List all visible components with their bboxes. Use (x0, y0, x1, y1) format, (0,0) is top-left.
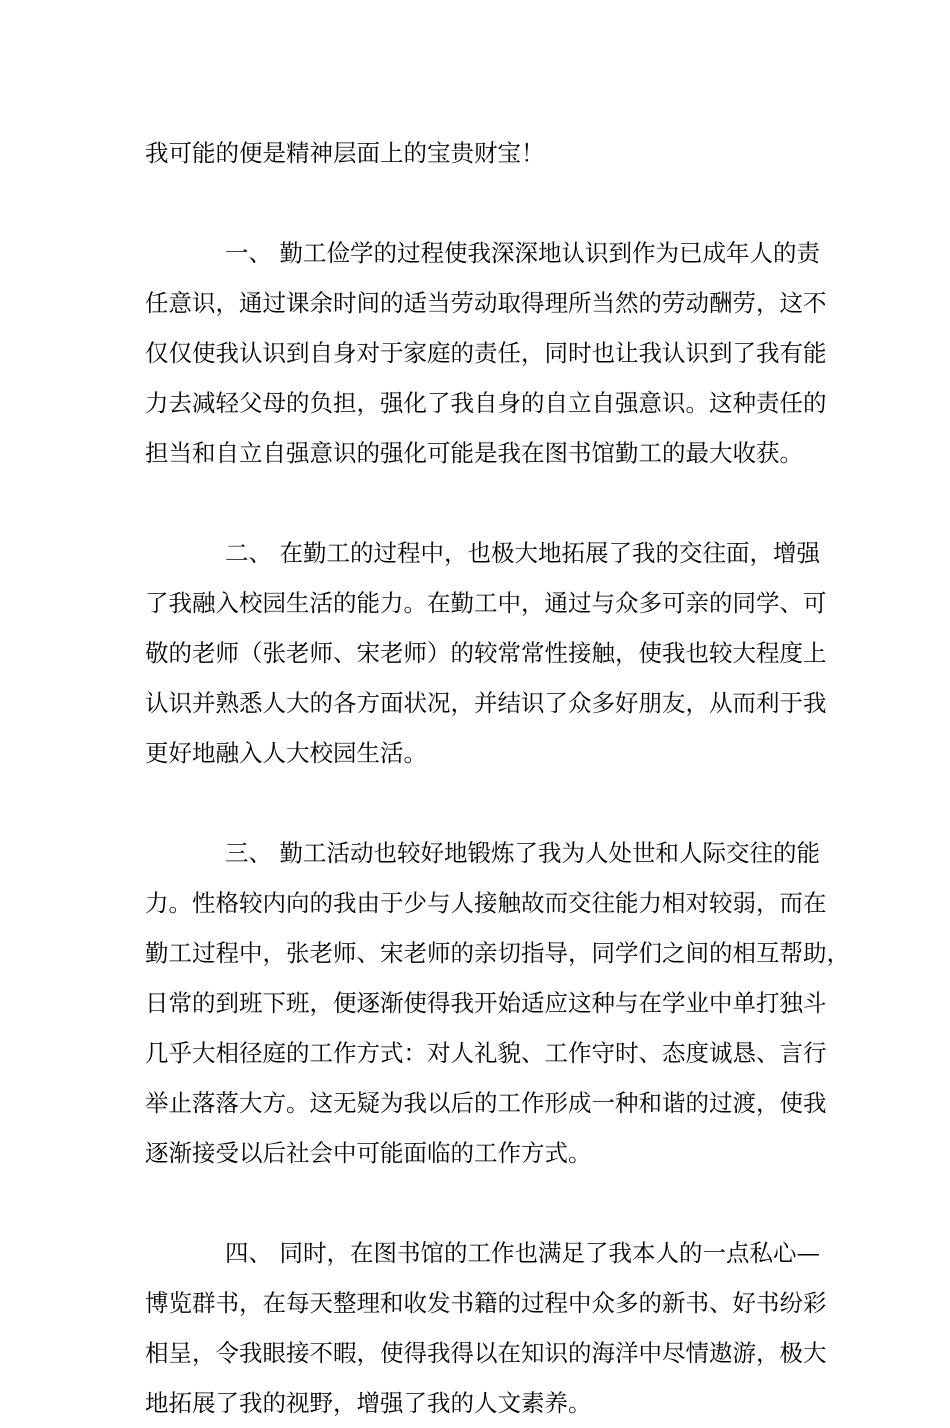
paragraph-gap (145, 778, 805, 828)
document-body (145, 128, 850, 1428)
paragraph-gap (145, 178, 805, 228)
paragraph-gap (145, 478, 805, 528)
paragraph-line: 几乎大相径庭的工作方式：对人礼貌、工作守时、态度诚恳、言行 (145, 1039, 827, 1067)
paragraph-line: 博览群书，在每天整理和收发书籍的过程中众多的新书、好书纷彩 (145, 1289, 827, 1317)
paragraph-line: 仅仅使我认识到自身对于家庭的责任，同时也让我认识到了我有能 (145, 339, 827, 367)
paragraph-line: 逐渐接受以后社会中可能面临的工作方式。 (145, 1139, 592, 1167)
paragraph-line: 力。性格较内向的我由于少与人接触故而交往能力相对较弱，而在 (145, 889, 827, 917)
paragraph-line: 认识并熟悉人大的各方面状况，并结识了众多好朋友，从而利于我 (145, 689, 827, 717)
paragraph-line: 三、 勤工活动也较好地锻炼了我为人处世和人际交往的能 (225, 839, 820, 867)
paragraph-gap (145, 1178, 805, 1228)
paragraph-4 (145, 1228, 827, 1428)
paragraph-line: 日常的到班下班，便逐渐使得我开始适应这种与在学业中单打独斗 (145, 989, 827, 1017)
paragraph-line: 举止落落大方。这无疑为我以后的工作形成一种和谐的过渡，使我 (145, 1089, 827, 1117)
paragraph-line: 更好地融入人大校园生活。 (145, 739, 427, 767)
paragraph-line: 二、 在勤工的过程中，也极大地拓展了我的交往面，增强 (225, 539, 820, 567)
paragraph-line: 地拓展了我的视野，增强了我的人文素养。 (145, 1389, 592, 1417)
opening-line: 我可能的便是精神层面上的宝贵财宝！ (145, 139, 545, 167)
paragraph-1 (145, 228, 827, 478)
paragraph-line: 了我融入校园生活的能力。在勤工中，通过与众多可亲的同学、可 (145, 589, 827, 617)
paragraph-3 (145, 828, 850, 1178)
paragraph-line: 勤工过程中，张老师、宋老师的亲切指导，同学们之间的相互帮助， (145, 939, 850, 967)
paragraph-line: 力去减轻父母的负担，强化了我自身的自立自强意识。这种责任的 (145, 389, 827, 417)
paragraph-line: 四、 同时，在图书馆的工作也满足了我本人的一点私心— (225, 1239, 820, 1267)
paragraph-line: 相呈，令我眼接不暇，使得我得以在知识的海洋中尽情遨游，极大 (145, 1339, 827, 1367)
paragraph-line: 敬的老师（张老师、宋老师）的较常常性接触，使我也较大程度上 (145, 639, 827, 667)
paragraph-line: 担当和自立自强意识的强化可能是我在图书馆勤工的最大收获。 (145, 439, 803, 467)
paragraph-line: 一、 勤工俭学的过程使我深深地认识到作为已成年人的责 (225, 239, 820, 267)
paragraph-2 (145, 528, 827, 778)
paragraph-line: 任意识，通过课余时间的适当劳动取得理所当然的劳动酬劳，这不 (145, 289, 827, 317)
